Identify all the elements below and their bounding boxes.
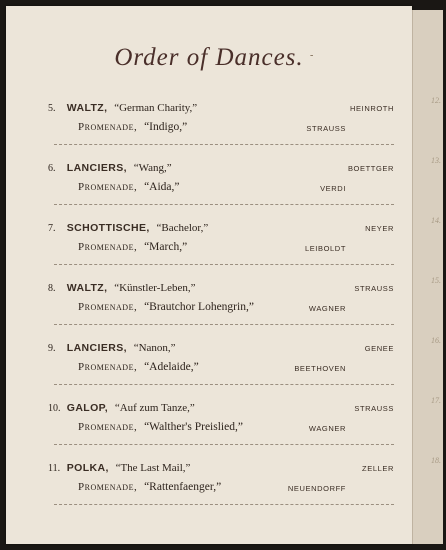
dance-line [48,402,394,414]
promenade-label: Promenade, [78,181,138,193]
promenade-composer: STRAUSS [306,124,346,133]
dance-number: 10. [48,403,61,414]
dance-number: 5. [48,103,56,114]
side-page-number: 13. [431,156,441,165]
entry-divider [54,324,394,325]
dance-type: GALOP, [66,402,109,414]
promenade-label: Promenade, [78,121,138,133]
dance-line [48,282,394,294]
dance-entry [6,462,412,520]
dance-tune: “Wang,” [133,162,172,174]
dance-tune: “Nanon,” [133,342,176,354]
dance-line [48,462,394,474]
side-page-number: 17. [431,396,441,405]
promenade-tune: “March,” [144,241,188,253]
dance-entry [6,222,412,280]
dance-tune: “The Last Mail,” [115,462,191,474]
promenade-line [78,121,394,133]
dance-number: 9. [48,343,56,354]
dance-composer: ZELLER [362,464,394,473]
dance-line [48,342,394,354]
dance-composer: STRAUSS [354,404,394,413]
dance-tune: “Künstler-Leben,” [114,282,196,294]
dance-entry [6,342,412,400]
dance-entry [6,102,412,160]
promenade-composer: WAGNER [308,424,346,433]
side-page-number: 12. [431,96,441,105]
entry-divider [54,504,394,505]
promenade-composer: WAGNER [308,304,346,313]
program-page [6,6,412,544]
promenade-tune: “Rattenfaenger,” [144,481,222,493]
promenade-tune: “Walther's Preislied,” [144,421,243,433]
side-page-number: 18. [431,456,441,465]
entry-divider [54,204,394,205]
dance-line [48,222,394,234]
dance-composer: STRAUSS [354,284,394,293]
promenade-line [78,421,394,433]
promenade-composer: BEETHOVEN [294,364,346,373]
promenade-composer: NEUENDORFF [287,484,346,493]
promenade-tune: “Adelaide,” [144,361,199,373]
dance-tune: “Bachelor,” [156,222,209,234]
dance-composer: BOETTGER [347,164,394,173]
dance-entry [6,402,412,460]
dance-composer: HEINROTH [350,104,394,113]
promenade-tune: “Aida,” [144,181,180,193]
promenade-label: Promenade, [78,301,138,313]
page-title: Order of Dances. [114,44,304,71]
dance-type: SCHOTTISCHE, [66,222,150,234]
promenade-label: Promenade, [78,481,138,493]
next-page-edge [412,10,443,544]
dance-number: 8. [48,283,56,294]
promenade-line [78,301,394,313]
promenade-line [78,241,394,253]
promenade-tune: “Brautchor Lohengrin,” [144,301,254,313]
dance-type: WALTZ, [66,282,108,294]
dance-type: WALTZ, [66,102,108,114]
promenade-tune: “Indigo,” [144,121,188,133]
side-page-number: 14. [431,216,441,225]
entry-divider [54,144,394,145]
dance-tune: “German Charity,” [114,102,198,114]
title-mark: - [310,50,314,61]
promenade-composer: LEIBOLDT [304,244,346,253]
entry-divider [54,384,394,385]
side-page-number: 15. [431,276,441,285]
dance-entry [6,162,412,220]
entry-divider [54,264,394,265]
dance-line [48,162,394,174]
entry-divider [54,444,394,445]
promenade-line [78,181,394,193]
promenade-label: Promenade, [78,361,138,373]
side-page-number: 16. [431,336,441,345]
promenade-label: Promenade, [78,421,138,433]
dance-type: LANCIERS, [66,162,127,174]
dance-type: LANCIERS, [66,342,127,354]
dance-number: 6. [48,163,56,174]
dance-composer: GENEE [364,344,394,353]
dance-number: 7. [48,223,56,234]
promenade-label: Promenade, [78,241,138,253]
dance-tune: “Auf zum Tanze,” [114,402,195,414]
dance-line [48,102,394,114]
promenade-composer: VERDI [320,184,346,193]
promenade-line [78,361,394,373]
dance-number: 11. [48,463,61,474]
promenade-line [78,481,394,493]
dance-entry [6,282,412,340]
dance-composer: NEYER [365,224,394,233]
dance-type: POLKA, [66,462,109,474]
